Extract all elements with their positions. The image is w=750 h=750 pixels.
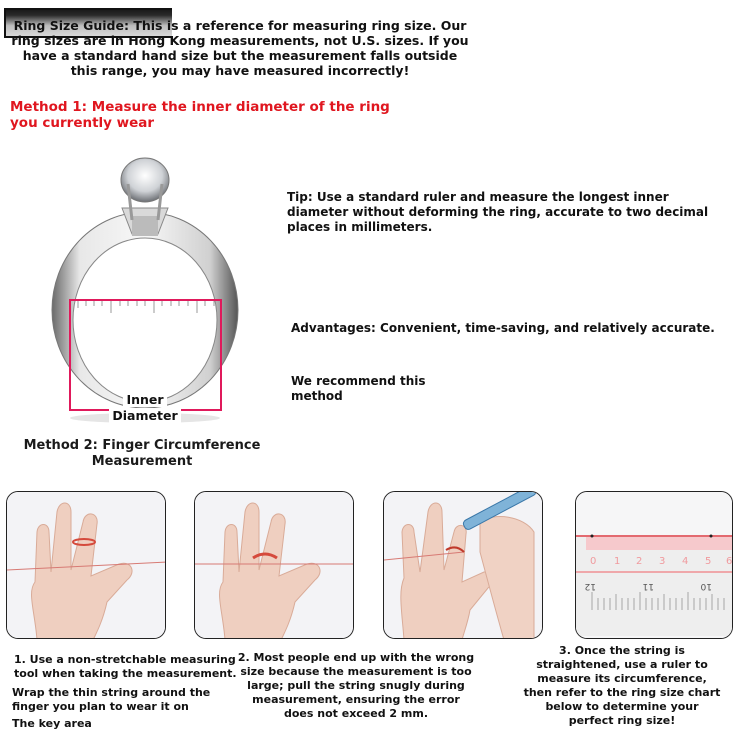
photo-step4-ruler: [575, 491, 733, 639]
method1-advantages: Advantages: Convenient, time-saving, and relatively accurate.: [291, 321, 715, 335]
method1-heading: Method 1: Measure the inner diameter of the ring you currently wear: [10, 99, 390, 131]
svg-text:1: 1: [614, 556, 621, 567]
svg-text:12: 12: [584, 581, 596, 591]
step1-key-area: The key area: [12, 717, 92, 730]
ruler-icon: [576, 492, 733, 639]
method2-heading: [22, 438, 262, 470]
photo-step3-mark-string: [383, 491, 543, 639]
photo-step2-snug-string: [194, 491, 354, 639]
inner-diameter-label: [95, 392, 195, 424]
svg-text:2: 2: [636, 556, 643, 567]
svg-text:10: 10: [700, 581, 712, 591]
svg-text:5: 5: [705, 556, 712, 567]
photo-step1-hand-string: [6, 491, 166, 639]
step1-line2: tool when taking the measurement.: [14, 667, 237, 680]
hand-pen-icon: [384, 492, 543, 639]
intro-text: Ring Size Guide: This is a reference for measuring ring size. Our ring sizes are in Hong Kong measurements, not U.S. sizes. If you have a standard hand size but the measurement falls outside this range, you may have measured incorrectly!: [11, 18, 469, 78]
svg-text:3: 3: [659, 556, 666, 567]
step3-caption: 3. Once the string is straightened, use a ruler to measure its circumference, then refer to the ring size chart below to determine your perfect ring size!: [523, 644, 721, 727]
svg-text:0: 0: [590, 556, 597, 567]
hand-icon: [195, 492, 354, 639]
method1-tip: Tip: Use a standard ruler and measure the longest inner diameter without deforming the ring, accurate to two decimal places in millimeters.: [287, 190, 709, 234]
step1-caption: [14, 653, 254, 681]
method2-heading-line2: Measurement: [91, 454, 193, 469]
svg-text:11: 11: [642, 581, 654, 591]
inner-label-line2: Diameter: [109, 408, 180, 423]
step1-wrap-text: Wrap the thin string around the finger you plan to wear it on: [12, 686, 211, 713]
step2-caption: 2. Most people end up with the wrong size because the measurement is too large; pull the string snugly during measurement, ensuring the error does not exceed 2 mm.: [237, 651, 475, 720]
step1-line1: 1. Use a non-stretchable measuring: [14, 653, 236, 666]
inner-label-line1: Inner: [123, 392, 166, 407]
hand-icon: [7, 492, 166, 639]
svg-text:6: 6: [726, 556, 733, 567]
svg-text:4: 4: [682, 556, 689, 567]
method2-heading-line1: Method 2: Finger Circumference: [23, 438, 261, 453]
method1-recommend: We recommend this method: [291, 374, 426, 403]
